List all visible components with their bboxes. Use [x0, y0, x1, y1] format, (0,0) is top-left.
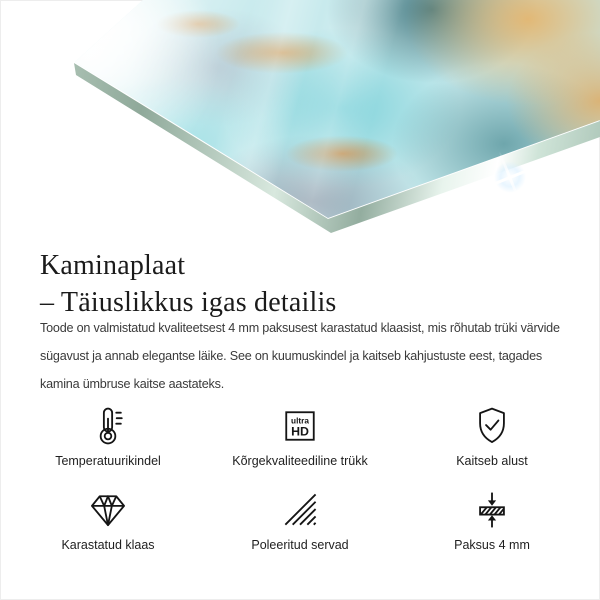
feature-tempered-glass: [12, 488, 204, 552]
product-image: [0, 0, 600, 240]
polished-edges-icon: [278, 488, 322, 532]
title-line-2: – Täiuslikkus igas detailis: [40, 286, 337, 318]
shield-check-icon: [470, 404, 514, 448]
feature-label: Kõrgekvaliteediline trükk: [232, 454, 368, 468]
ultra-hd-icon: [278, 404, 322, 448]
feature-protects-base: [396, 404, 588, 468]
feature-label: Poleeritud servad: [251, 538, 349, 552]
feature-grid: [12, 404, 588, 552]
thermometer-icon: [86, 404, 130, 448]
ultra-hd-icon-text-bottom: HD: [291, 424, 309, 439]
diamond-icon: [86, 488, 130, 532]
feature-label: Temperatuurikindel: [55, 454, 161, 468]
title-line-1: Kaminaplaat: [40, 249, 186, 281]
product-description: [40, 314, 595, 398]
feature-label: Karastatud klaas: [61, 538, 155, 552]
feature-label: Paksus 4 mm: [454, 538, 530, 552]
page-title: [40, 247, 337, 321]
thickness-compress-icon: [470, 488, 514, 532]
feature-print-quality: [204, 404, 396, 468]
feature-temperature: [12, 404, 204, 468]
description-line: sügavust ja annab elegantse läike. See on kuumuskindel ja kaitseb kahjustuste eest, tagades: [40, 349, 542, 363]
feature-thickness: [396, 488, 588, 552]
description-line: Toode on valmistatud kvaliteetsest 4 mm paksusest karastatud klaasist, mis rõhutab trüki värvide: [40, 321, 560, 335]
feature-label: Kaitseb alust: [456, 454, 528, 468]
feature-polished-edges: [204, 488, 396, 552]
description-line: kamina ümbruse kaitse aastateks.: [40, 377, 224, 391]
ultra-hd-icon-text-top: ultra: [291, 416, 309, 426]
